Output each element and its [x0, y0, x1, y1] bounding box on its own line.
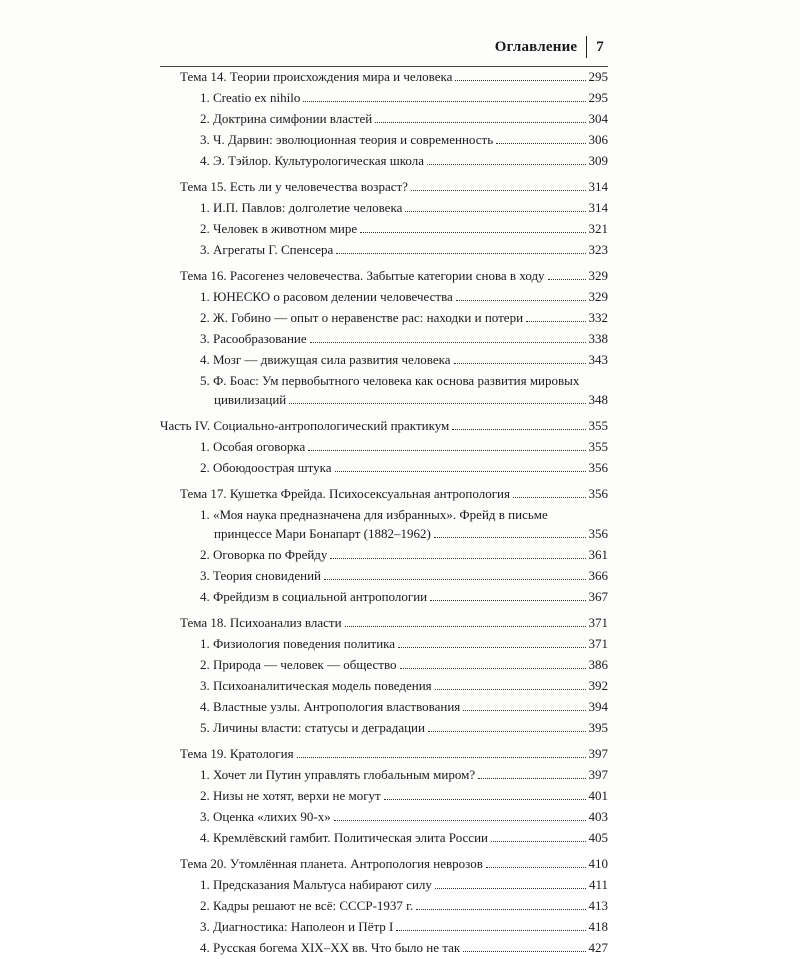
toc-item: 4. Э. Тэйлор. Культурологическая школа 309: [200, 153, 608, 168]
toc-theme-20: Тема 20. Утомлённая планета. Антропология неврозов 410: [180, 856, 608, 871]
toc-item: 2. Обоюдоострая штука 356: [200, 460, 608, 475]
toc-item: 2. Человек в животном мире 321: [200, 221, 608, 236]
toc-item: 4. Фрейдизм в социальной антропологии 367: [200, 589, 608, 604]
toc-theme-16: Тема 16. Расогенез человечества. Забытые категории снова в ходу 329: [180, 268, 608, 283]
toc-item: 2. Доктрина симфонии властей 304: [200, 111, 608, 126]
toc-item: 4. Кремлёвский гамбит. Политическая элита России 405: [200, 830, 608, 845]
page-number: 7: [596, 38, 604, 55]
toc-theme-17: Тема 17. Кушетка Фрейда. Психосексуальная антропология 356: [180, 486, 608, 501]
toc-item: 4. Мозг — движущая сила развития человека 343: [200, 352, 608, 367]
toc-item: 3. Агрегаты Г. Спенсера 323: [200, 242, 608, 257]
section-title: Оглавление: [494, 38, 578, 55]
toc-theme-14: Тема 14. Теории происхождения мира и человека 295: [180, 69, 608, 84]
toc-theme-19: Тема 19. Кратология 397: [180, 746, 608, 761]
toc-item: 2. Оговорка по Фрейду 361: [200, 547, 608, 562]
toc-item: 4. Русская богема XIX–XX вв. Что было не так 427: [200, 940, 608, 955]
header-divider: [586, 36, 587, 58]
toc-theme-15: Тема 15. Есть ли у человечества возраст? 314: [180, 179, 608, 194]
toc-item: 1. Creatio ex nihilo 295: [200, 90, 608, 105]
toc-item: 3. Расообразование 338: [200, 331, 608, 346]
toc-item: 1. Физиология поведения политика 371: [200, 636, 608, 651]
toc-item: 1. «Моя наука предназначена для избранных». Фрейд в письме принцессе Мари Бонапарт (1882–1962) 356: [200, 507, 608, 541]
toc-item: 5. Ф. Боас: Ум первобытного человека как основа развития мировых цивилизаций 348: [200, 373, 608, 407]
toc-item: 1. Хочет ли Путин управлять глобальным миром? 397: [200, 767, 608, 782]
toc-item: 3. Оценка «лихих 90-х» 403: [200, 809, 608, 824]
toc-item: 2. Кадры решают не всё: СССР-1937 г. 413: [200, 898, 608, 913]
toc-item: 3. Диагностика: Наполеон и Пётр I 418: [200, 919, 608, 934]
toc-part-4: Часть IV. Социально-антропологический практикум 355: [160, 418, 608, 433]
toc-item: 1. Предсказания Мальтуса набирают силу 411: [200, 877, 608, 892]
toc-item: 1. И.П. Павлов: долголетие человека 314: [200, 200, 608, 215]
toc-item: 3. Психоаналитическая модель поведения 392: [200, 678, 608, 693]
table-of-contents: [160, 67, 608, 959]
toc-item: 3. Ч. Дарвин: эволюционная теория и современность 306: [200, 132, 608, 147]
toc-item: 3. Теория сновидений 366: [200, 568, 608, 583]
toc-theme-18: Тема 18. Психоанализ власти 371: [180, 615, 608, 630]
toc-item: 1. Особая оговорка 355: [200, 439, 608, 454]
running-head: [495, 36, 604, 58]
toc-item: 2. Ж. Гобино — опыт о неравенстве рас: находки и потери 332: [200, 310, 608, 325]
toc-item: 5. Личины власти: статусы и деградации 395: [200, 720, 608, 735]
toc-item: 4. Властные узлы. Антропология властвования 394: [200, 699, 608, 714]
toc-item: 2. Природа — человек — общество 386: [200, 657, 608, 672]
toc-item: 2. Низы не хотят, верхи не могут 401: [200, 788, 608, 803]
toc-item: 1. ЮНЕСКО о расовом делении человечества 329: [200, 289, 608, 304]
